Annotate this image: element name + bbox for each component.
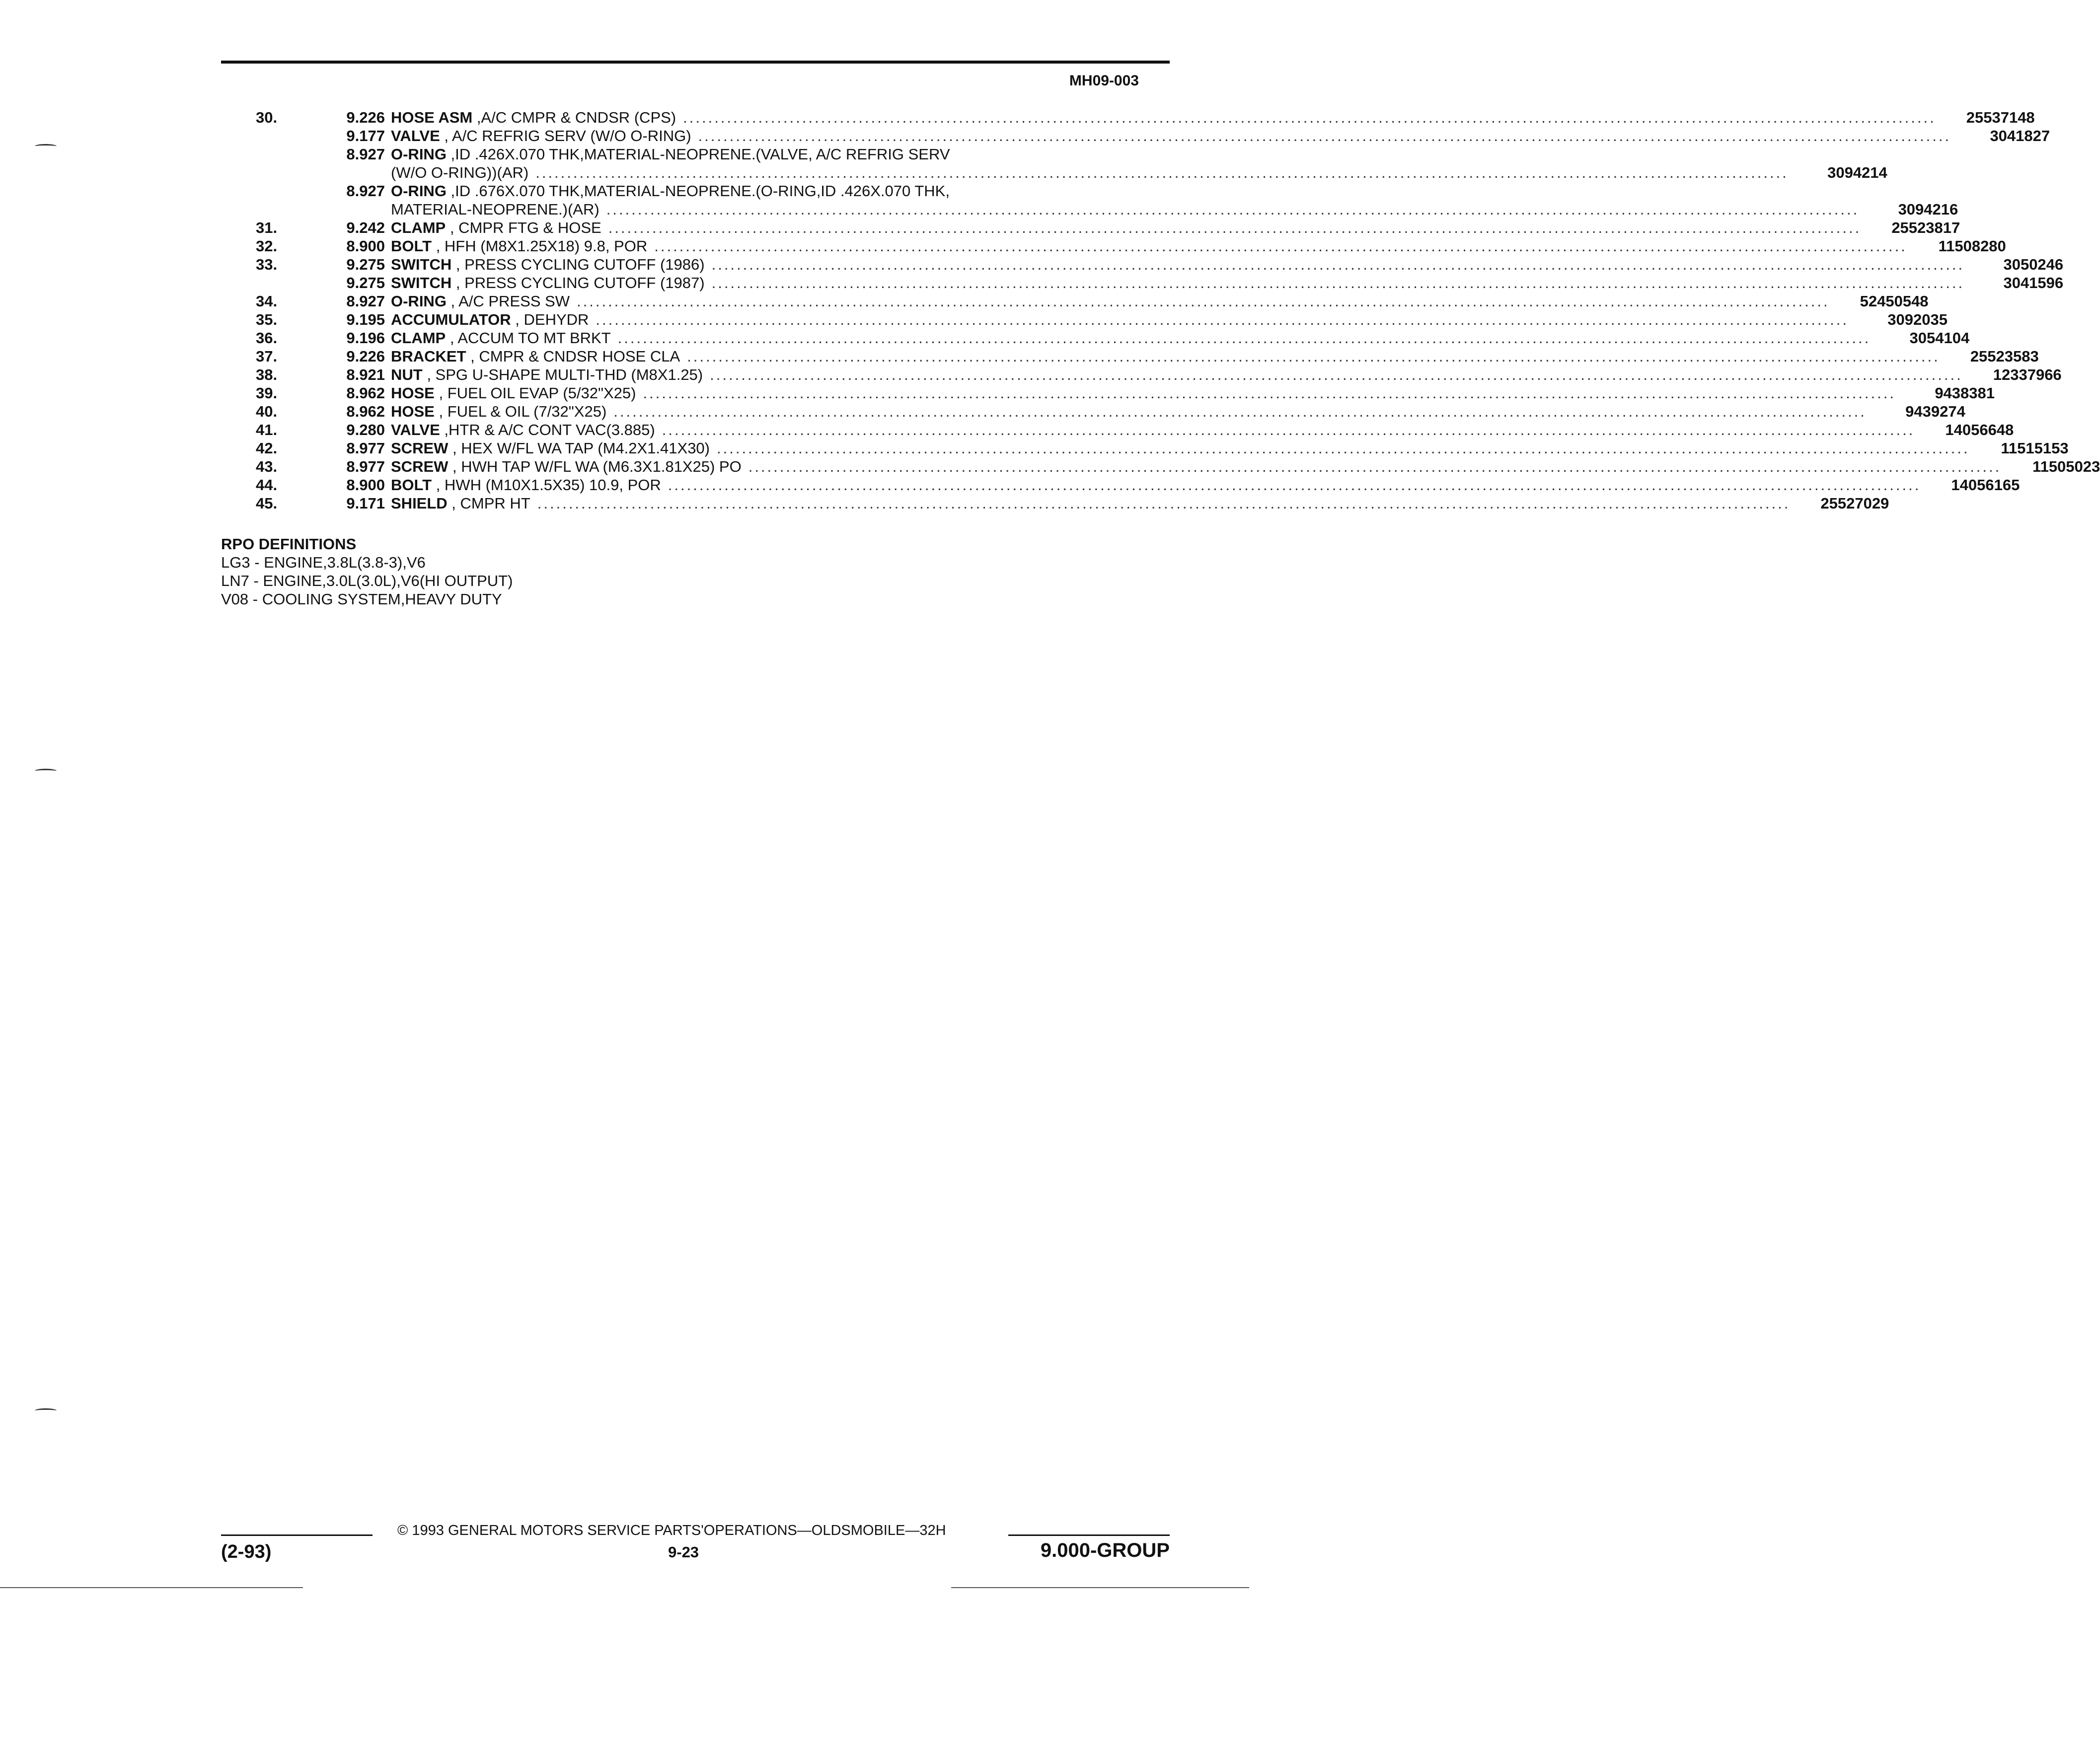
part-detail: , PRESS CYCLING CUTOFF (1987) xyxy=(451,274,705,291)
part-name: VALVE xyxy=(391,421,440,438)
part-number: 14056648 xyxy=(1945,421,2014,438)
group-number: 8.962 xyxy=(346,403,385,420)
part-detail: ,HTR & A/C CONT VAC(3.885) xyxy=(440,421,655,438)
part-detail: , PRESS CYCLING CUTOFF (1986) xyxy=(451,256,705,273)
part-row xyxy=(221,108,2035,127)
part-description xyxy=(391,108,2035,127)
part-detail: , CMPR FTG & HOSE xyxy=(446,219,601,236)
group-number: 9.196 xyxy=(346,329,385,347)
part-detail: , FUEL & OIL (7/32"X25) xyxy=(434,403,607,420)
footer-copyright: © 1993 GENERAL MOTORS SERVICE PARTS'OPERATIONS—OLDSMOBILE—32H xyxy=(397,1523,946,1538)
part-row xyxy=(221,365,2062,384)
group-number: 9.195 xyxy=(346,311,385,328)
part-description xyxy=(391,384,1995,402)
footer-date-code: (2-93) xyxy=(221,1541,272,1562)
leader-dots: ........................................................................................................................................................................................................ xyxy=(617,329,1871,347)
part-detail-continued: (W/O O-RING))(AR) xyxy=(391,164,529,181)
part-number: 11508280 xyxy=(1938,237,2006,255)
leader-dots: ........................................................................................................................................................................................................ xyxy=(748,458,2002,475)
part-number: 25523583 xyxy=(1970,348,2039,365)
part-name: SHIELD xyxy=(391,495,448,512)
ref-number: 30. xyxy=(256,109,278,126)
part-row xyxy=(221,457,2100,476)
part-detail: ,ID .676X.070 THK,MATERIAL-NEOPRENE.(O-RING,ID .426X.070 THK, xyxy=(446,182,950,200)
part-row xyxy=(221,237,2006,255)
part-name: SWITCH xyxy=(391,256,452,273)
group-number: 8.927 xyxy=(346,292,385,310)
part-description xyxy=(391,310,1948,329)
part-description xyxy=(391,347,2039,365)
part-row xyxy=(221,127,2050,145)
leader-dots: ........................................................................................................................................................................................................ xyxy=(608,219,1862,236)
group-number: 8.921 xyxy=(346,366,385,383)
leader-dots: ........................................................................................................................................................................................................ xyxy=(668,476,1921,494)
group-number: 8.927 xyxy=(346,182,385,200)
ref-number: 40. xyxy=(256,403,278,420)
part-name: O-RING xyxy=(391,146,447,163)
part-name: VALVE xyxy=(391,127,440,145)
document-code: MH09-003 xyxy=(1069,73,1139,89)
part-number: 3094214 xyxy=(1827,164,1887,181)
part-detail: , FUEL OIL EVAP (5/32"X25) xyxy=(434,384,636,402)
part-name: SCREW xyxy=(391,458,449,475)
footer-group: 9.000-GROUP xyxy=(1040,1539,1170,1561)
leader-dots: ........................................................................................................................................................................................................ xyxy=(535,164,1789,181)
ref-number: 44. xyxy=(256,476,278,494)
rpo-heading: RPO DEFINITIONS xyxy=(221,535,357,553)
group-number: 8.977 xyxy=(346,458,385,475)
part-name: ACCUMULATOR xyxy=(391,311,511,328)
scan-edge-line xyxy=(951,1587,1249,1588)
part-number: 11505023 xyxy=(2032,458,2100,475)
group-number: 8.977 xyxy=(346,439,385,457)
part-number: 3094216 xyxy=(1898,201,1958,218)
part-number: 25523817 xyxy=(1891,219,1960,236)
part-name: HOSE xyxy=(391,403,435,420)
leader-dots: ........................................................................................................................................................................................................ xyxy=(717,439,1970,457)
part-detail: , A/C REFRIG SERV (W/O O-RING) xyxy=(440,127,691,145)
part-detail: , ACCUM TO MT BRKT xyxy=(446,329,611,347)
binder-hole-mark xyxy=(35,1408,57,1413)
part-number: 9438381 xyxy=(1935,384,1995,402)
group-number: 9.171 xyxy=(346,495,385,512)
part-name: NUT xyxy=(391,366,423,383)
binder-hole-mark xyxy=(35,769,57,773)
top-rule xyxy=(221,61,1170,64)
leader-dots: ........................................................................................................................................................................................................ xyxy=(537,495,1791,512)
part-number: 3050246 xyxy=(2003,256,2064,273)
part-row xyxy=(221,310,1948,329)
part-detail: , SPG U-SHAPE MULTI-THD (M8X1.25) xyxy=(422,366,703,383)
ref-number: 34. xyxy=(256,292,278,310)
rpo-line: V08 - COOLING SYSTEM,HEAVY DUTY xyxy=(221,590,502,608)
part-description xyxy=(391,365,2062,384)
part-number: 25527029 xyxy=(1820,495,1889,512)
leader-dots: ........................................................................................................................................................................................................ xyxy=(683,109,1936,126)
part-row xyxy=(221,255,2064,274)
leader-dots: ........................................................................................................................................................................................................ xyxy=(643,384,1896,402)
part-description xyxy=(391,329,1970,347)
part-description xyxy=(391,402,1965,421)
part-name: BOLT xyxy=(391,476,432,494)
part-row xyxy=(221,421,2014,439)
ref-number: 41. xyxy=(256,421,278,438)
leader-dots: ........................................................................................................................................................................................................ xyxy=(711,274,1965,291)
part-number: 3092035 xyxy=(1887,311,1948,328)
rpo-line: LN7 - ENGINE,3.0L(3.0L),V6(HI OUTPUT) xyxy=(221,572,513,589)
leader-dots: ........................................................................................................................................................................................................ xyxy=(711,256,1965,273)
part-detail: ,A/C CMPR & CNDSR (CPS) xyxy=(472,109,676,126)
part-row xyxy=(221,347,2039,365)
part-description xyxy=(391,237,2006,255)
scan-edge-line xyxy=(0,1587,303,1588)
group-number: 9.226 xyxy=(346,109,385,126)
group-number: 8.927 xyxy=(346,146,385,163)
part-row xyxy=(221,494,1889,512)
leader-dots: ........................................................................................................................................................................................................ xyxy=(662,421,1915,438)
part-detail-continued: MATERIAL-NEOPRENE.)(AR) xyxy=(391,201,600,218)
part-description xyxy=(391,439,2069,457)
part-name: HOSE xyxy=(391,384,435,402)
part-name: CLAMP xyxy=(391,219,446,236)
footer-rule-right xyxy=(1008,1534,1170,1536)
part-detail: , HFH (M8X1.25X18) 9.8, POR xyxy=(432,237,648,255)
part-row xyxy=(221,329,1970,347)
part-detail: , HEX W/FL WA TAP (M4.2X1.41X30) xyxy=(448,439,710,457)
part-description xyxy=(391,292,1929,310)
rpo-definitions xyxy=(221,535,513,608)
part-description xyxy=(391,421,2014,439)
leader-dots: ........................................................................................................................................................................................................ xyxy=(687,348,1940,365)
ref-number: 32. xyxy=(256,237,278,255)
part-row xyxy=(221,292,1929,310)
part-description xyxy=(391,457,2100,476)
ref-number: 35. xyxy=(256,311,278,328)
footer-rule-left xyxy=(221,1534,373,1536)
leader-dots: ........................................................................................................................................................................................................ xyxy=(577,292,1830,310)
part-number: 52450548 xyxy=(1860,292,1929,310)
part-name: O-RING xyxy=(391,292,447,310)
part-description xyxy=(391,145,1887,182)
part-name: HOSE ASM xyxy=(391,109,473,126)
ref-number: 42. xyxy=(256,439,278,457)
leader-dots: ........................................................................................................................................................................................................ xyxy=(606,201,1860,218)
part-name: SWITCH xyxy=(391,274,452,291)
group-number: 8.900 xyxy=(346,476,385,494)
part-description xyxy=(391,494,1889,512)
part-description xyxy=(391,218,1960,237)
part-description xyxy=(391,274,2064,292)
ref-number: 33. xyxy=(256,256,278,273)
part-detail: , CMPR HT xyxy=(447,495,530,512)
ref-number: 36. xyxy=(256,329,278,347)
part-row xyxy=(221,218,1960,237)
ref-number: 45. xyxy=(256,495,278,512)
group-number: 9.242 xyxy=(346,219,385,236)
part-detail: , DEHYDR xyxy=(511,311,589,328)
rpo-line: LG3 - ENGINE,3.8L(3.8-3),V6 xyxy=(221,554,426,571)
part-detail: ,ID .426X.070 THK,MATERIAL-NEOPRENE.(VALVE, A/C REFRIG SERV xyxy=(446,146,950,163)
group-number: 8.962 xyxy=(346,384,385,402)
part-detail: , CMPR & CNDSR HOSE CLA xyxy=(466,348,680,365)
part-number: 9439274 xyxy=(1905,403,1965,420)
leader-dots: ........................................................................................................................................................................................................ xyxy=(710,366,1963,383)
ref-number: 43. xyxy=(256,458,278,475)
part-description xyxy=(391,127,2050,145)
part-row xyxy=(221,476,2020,494)
part-number: 3054104 xyxy=(1909,329,1970,347)
part-number: 11515153 xyxy=(2001,439,2069,457)
binder-hole-mark xyxy=(35,144,57,148)
part-detail: , HWH TAP W/FL WA (M6.3X1.81X25) PO xyxy=(448,458,742,475)
part-name: BRACKET xyxy=(391,348,466,365)
part-number: 12337966 xyxy=(1993,366,2062,383)
part-name: CLAMP xyxy=(391,329,446,347)
part-detail: , HWH (M10X1.5X35) 10.9, POR xyxy=(432,476,661,494)
part-description xyxy=(391,476,2020,494)
part-number: 25537148 xyxy=(1966,109,2035,126)
part-row xyxy=(221,145,1887,182)
part-row xyxy=(221,384,1995,402)
part-number: 3041827 xyxy=(1990,127,2050,145)
part-number: 14056165 xyxy=(1951,476,2020,494)
leader-dots: ........................................................................................................................................................................................................ xyxy=(698,127,1951,145)
leader-dots: ........................................................................................................................................................................................................ xyxy=(596,311,1849,328)
ref-number: 37. xyxy=(256,348,278,365)
part-name: SCREW xyxy=(391,439,449,457)
leader-dots: ........................................................................................................................................................................................................ xyxy=(613,403,1867,420)
group-number: 9.226 xyxy=(346,348,385,365)
part-row xyxy=(221,402,1965,421)
part-number: 3041596 xyxy=(2003,274,2064,291)
part-row xyxy=(221,439,2069,457)
group-number: 8.900 xyxy=(346,237,385,255)
part-name: BOLT xyxy=(391,237,432,255)
part-row xyxy=(221,182,1958,218)
part-name: O-RING xyxy=(391,182,447,200)
part-detail: , A/C PRESS SW xyxy=(446,292,570,310)
parts-list xyxy=(221,108,2100,512)
part-description xyxy=(391,182,1958,218)
group-number: 9.275 xyxy=(346,274,385,291)
group-number: 9.177 xyxy=(346,127,385,145)
ref-number: 38. xyxy=(256,366,278,383)
part-description xyxy=(391,255,2064,274)
leader-dots: ........................................................................................................................................................................................................ xyxy=(654,237,1907,255)
group-number: 9.280 xyxy=(346,421,385,438)
ref-number: 31. xyxy=(256,219,278,236)
part-row xyxy=(221,274,2064,292)
footer-page-number: 9-23 xyxy=(668,1543,699,1561)
group-number: 9.275 xyxy=(346,256,385,273)
ref-number: 39. xyxy=(256,384,278,402)
